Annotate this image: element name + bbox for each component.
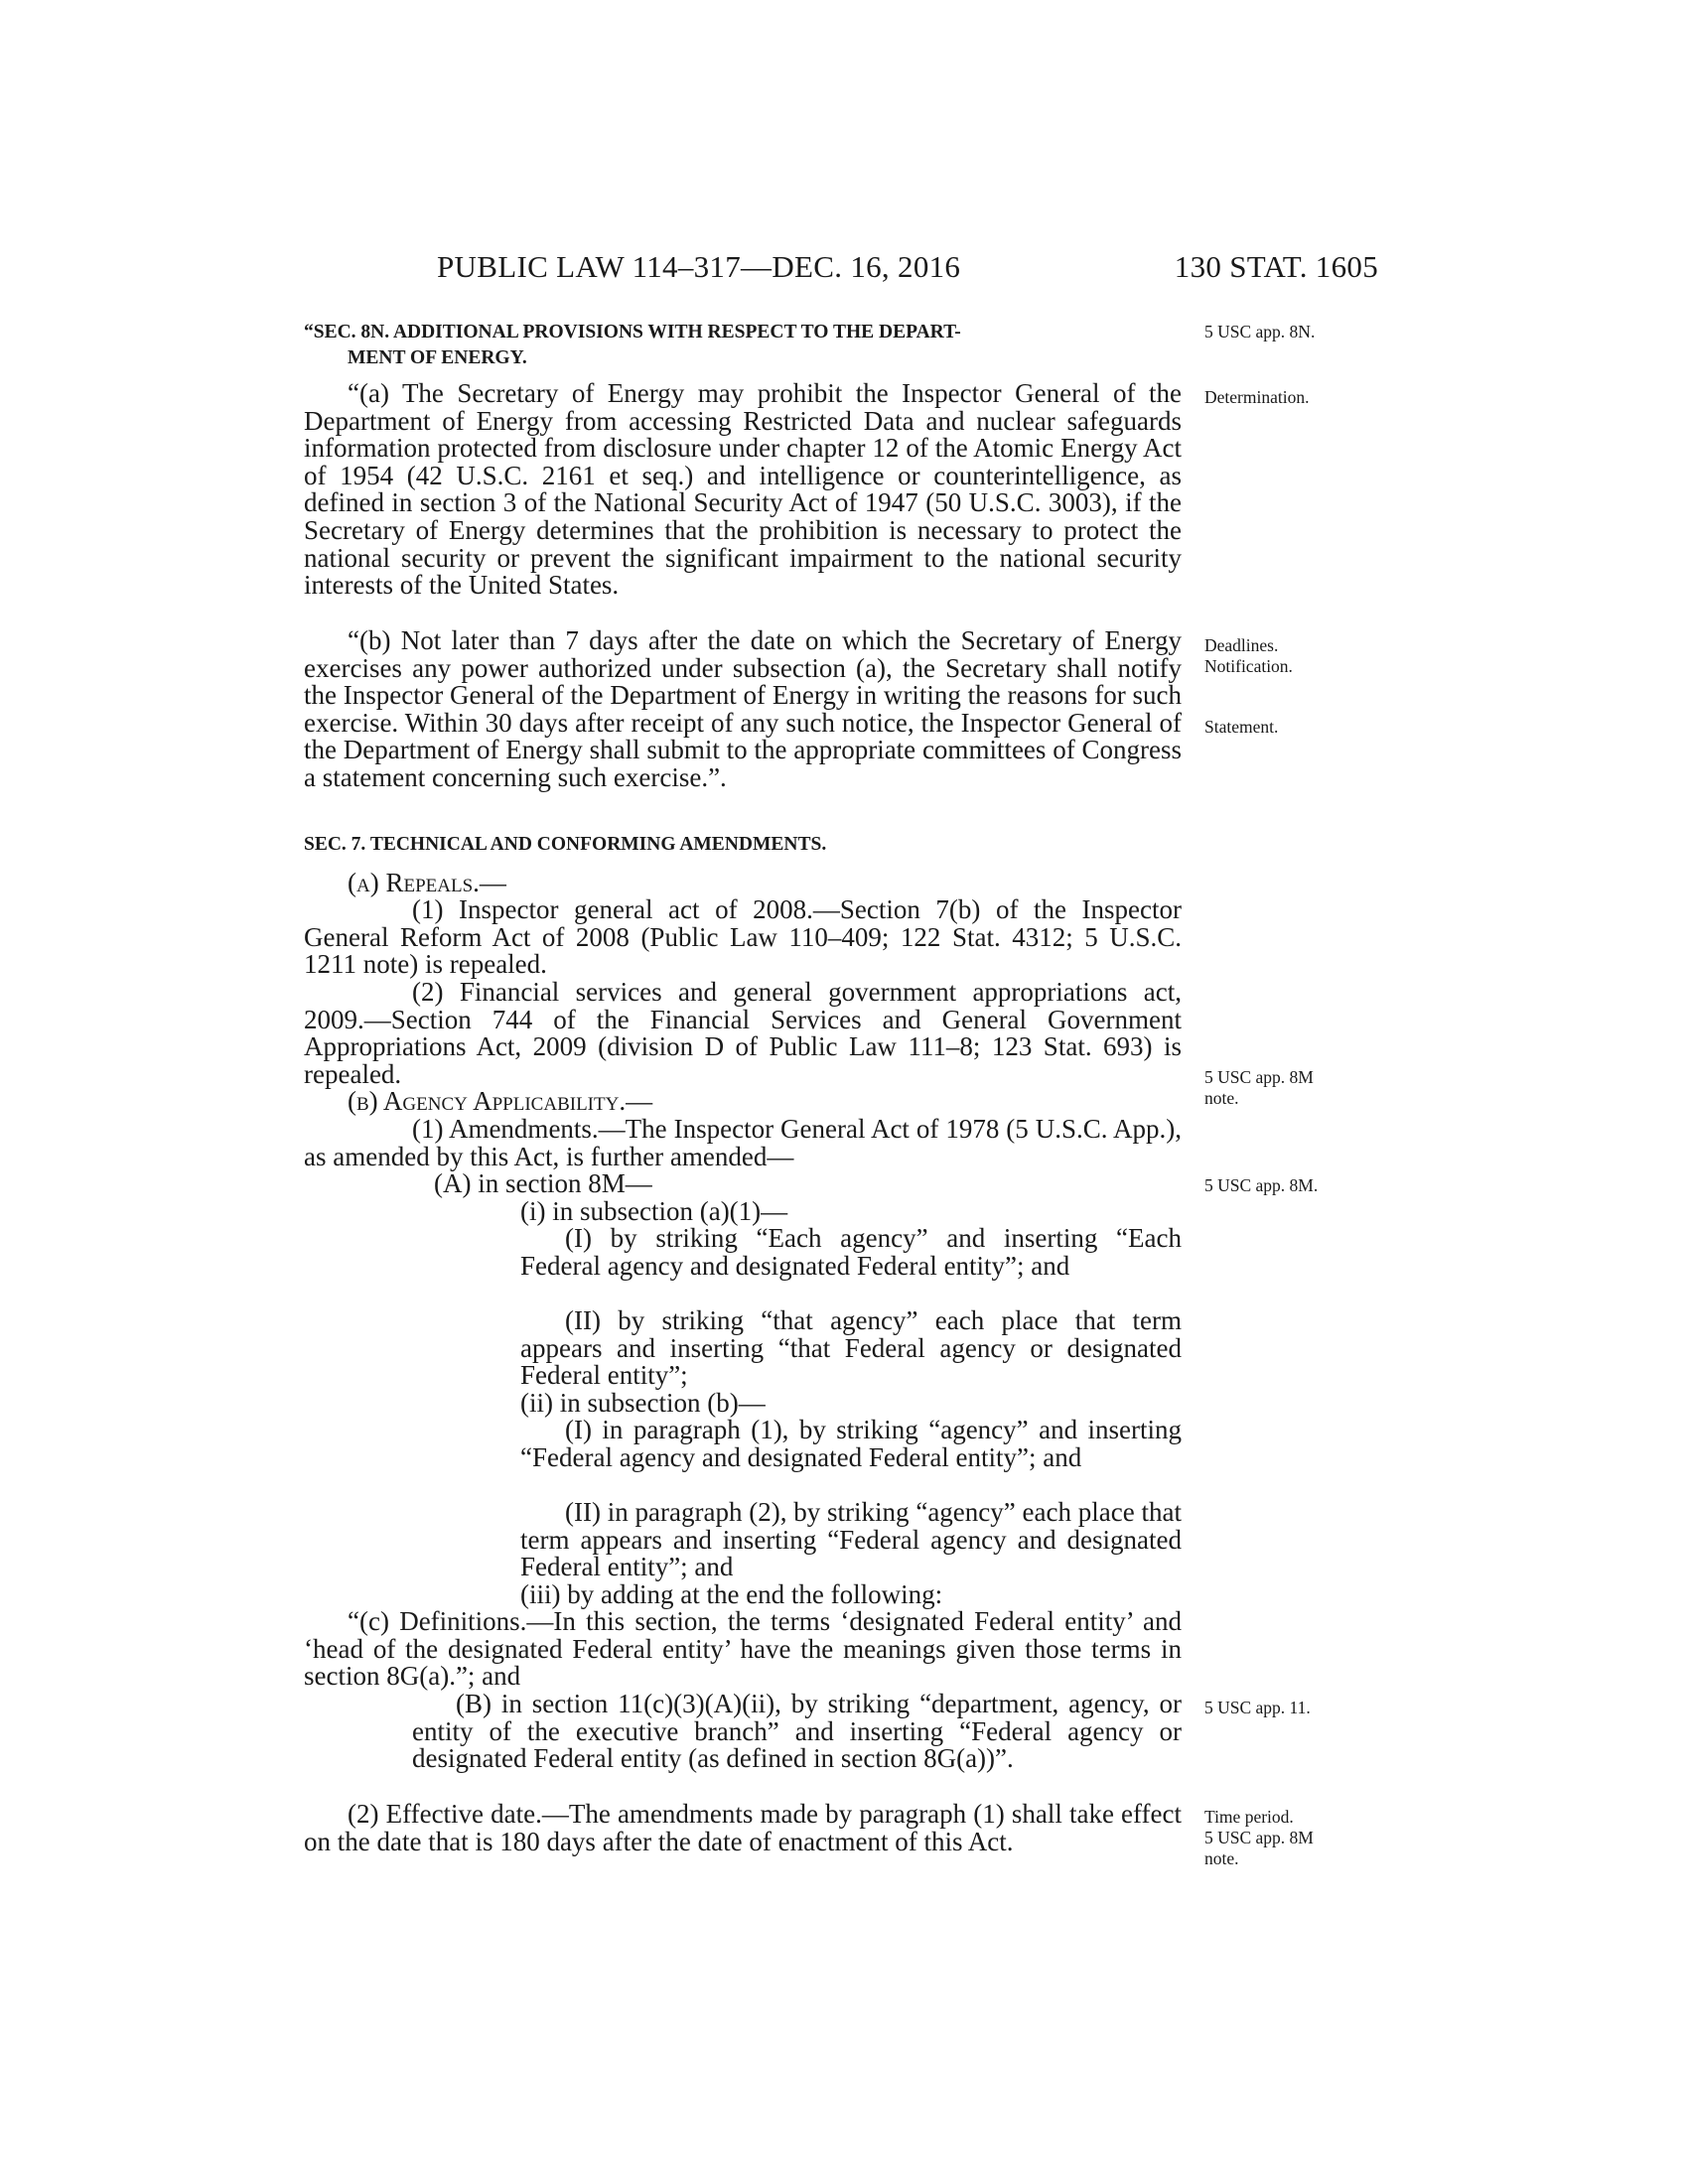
margin-note-determination: Determination.	[1204, 387, 1310, 407]
sec-7-b1-A-ii: (ii) in subsection (b)—	[520, 1388, 766, 1418]
sec-7-b2: (2) Effective date.—The amendments made by paragraph (1) shall take effect on the date that is 180 days after the date of enactment of this Act.	[304, 1799, 1182, 1856]
running-head	[437, 249, 1378, 289]
sec-7-b1-A-i-I: (I) by striking “Each agency” and inserting “Each Federal agency and designated Federal entity”; and	[520, 1223, 1182, 1281]
margin-note-8m: 5 USC app. 8M.	[1204, 1175, 1319, 1195]
repeals-heading: (a) Repeals.—	[348, 868, 506, 897]
margin-note-time-period: Time period.	[1204, 1807, 1294, 1827]
margin-note-deadlines: Deadlines.	[1204, 635, 1279, 655]
margin-note-8m-note-2-suffix: note.	[1204, 1848, 1239, 1868]
sec-7-a2: (2) Financial services and general government appropriations act, 2009.—Section 744 of the Financial Services and General Government Appropriations Act, 2009 (division D of Public Law 111–8; 123 Stat. 693) is repealed.	[304, 977, 1182, 1089]
sec-7-heading: SEC. 7. TECHNICAL AND CONFORMING AMENDMENTS.	[304, 834, 827, 855]
margin-note-8m-note: 5 USC app. 8M	[1204, 1067, 1314, 1087]
sec-7-c-definitions: “(c) Definitions.—In this section, the terms ‘designated Federal entity’ and ‘head of the designated Federal entity’ have the meanings given those terms in section 8G(a).”; and	[304, 1606, 1182, 1692]
law-title: PUBLIC LAW 114–317—DEC. 16, 2016	[437, 249, 961, 284]
sec-7-b1-A-iii: (iii) by adding at the end the following:	[520, 1579, 943, 1609]
sec-7-b-heading	[348, 1088, 652, 1116]
margin-note-8m-note-suffix: note.	[1204, 1088, 1239, 1108]
margin-note-11: 5 USC app. 11.	[1204, 1698, 1311, 1717]
margin-note-8n: 5 USC app. 8N.	[1204, 322, 1316, 341]
sec-7-a-heading	[348, 870, 506, 897]
sec-7-b1-A-ii-I: (I) in paragraph (1), by striking “agency” and inserting “Federal agency and designated Federal entity”; and	[520, 1415, 1182, 1472]
sec-7-b1-A-ii-II: (II) in paragraph (2), by striking “agency” each place that term appears and inserting “Federal agency and designated Federal entity”; and	[520, 1497, 1182, 1582]
sec-8n-para-b: “(b) Not later than 7 days after the date on which the Secretary of Energy exercises any power authorized under subsection (a), the Secretary shall notify the Inspector General of the Department of Energy in writing the reasons for such exercise. Within 30 days after receipt of any such notice, the Inspector General of the Department of Energy shall submit to the appropriate committees of Congress a statement concerning such exercise.”.	[304, 625, 1182, 792]
sec-7-b1-A-i: (i) in subsection (a)(1)—	[520, 1196, 788, 1226]
sec-7-b1-B: (B) in section 11(c)(3)(A)(ii), by striking “department, agency, or entity of the executive branch” and inserting “Federal agency or designated Federal entity (as defined in section 8G(a))”.	[412, 1689, 1182, 1774]
agency-applicability-heading: (b) Agency Applicability.—	[348, 1086, 653, 1116]
sec-8n-heading-line1: “SEC. 8N. ADDITIONAL PROVISIONS WITH RESPECT TO THE DEPART-	[304, 322, 961, 342]
sec-8n-heading-line2: MENT OF ENERGY.	[348, 347, 527, 368]
sec-7-b1: (1) Amendments.—The Inspector General Act of 1978 (5 U.S.C. App.), as amended by this Act, is further amended—	[304, 1114, 1182, 1171]
sec-7-b1-A-i-II: (II) by striking “that agency” each place that term appears and inserting “that Federal agency or designated Federal entity”;	[520, 1305, 1182, 1391]
stat-page: 130 STAT. 1605	[1174, 249, 1378, 284]
margin-note-statement: Statement.	[1204, 717, 1279, 737]
margin-note-8m-note-2: 5 USC app. 8M	[1204, 1828, 1314, 1847]
sec-7-a1: (1) Inspector general act of 2008.—Section 7(b) of the Inspector General Reform Act of 2008 (Public Law 110–409; 122 Stat. 4312; 5 U.S.C. 1211 note) is repealed.	[304, 894, 1182, 980]
sec-8n-para-a: “(a) The Secretary of Energy may prohibit the Inspector General of the Department of Energy from accessing Restricted Data and nuclear safeguards information protected from disclosure under chapter 12 of the Atomic Energy Act of 1954 (42 U.S.C. 2161 et seq.) and intelligence or counterintelligence, as defined in section 3 of the National Security Act of 1947 (50 U.S.C. 3003), if the Secretary of Energy determines that the prohibition is necessary to protect the national security or prevent the significant impairment to the national security interests of the United States.	[304, 378, 1182, 601]
sec-7-b1-A: (A) in section 8M—	[434, 1168, 652, 1198]
margin-note-notification: Notification.	[1204, 656, 1293, 676]
